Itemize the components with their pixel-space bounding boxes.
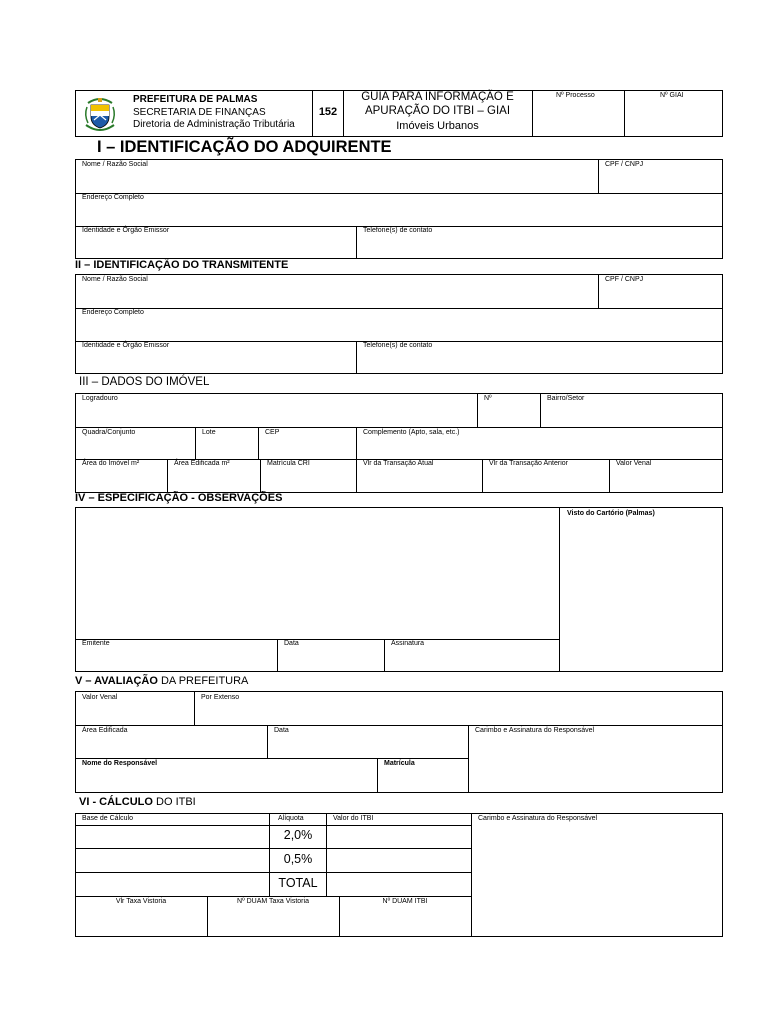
bairro-field[interactable] <box>541 404 722 426</box>
calc-carimbo-label: Carimbo e Assinatura do Responsável <box>478 815 598 822</box>
org-division: Diretoria de Administração Tributária <box>133 119 295 130</box>
matricula-cri-label: Matrícula CRI <box>267 460 310 467</box>
total-label: TOTAL <box>278 876 318 890</box>
quadra-label: Quadra/Conjunto <box>82 429 136 436</box>
observacoes-area[interactable] <box>76 508 558 638</box>
logradouro-label: Logradouro <box>82 395 118 402</box>
divider <box>75 758 468 759</box>
vlr-atual-label: Vlr da Transação Atual <box>363 460 434 467</box>
tra-nome-field[interactable] <box>76 285 597 307</box>
adq-cpf-field[interactable] <box>599 170 722 192</box>
section-2-title: II – IDENTIFICAÇÃO DO TRANSMITENTE <box>75 259 289 271</box>
valor-itbi-field-2[interactable] <box>327 849 470 871</box>
tra-endereco-field[interactable] <box>76 318 722 340</box>
valor-venal-field[interactable] <box>610 469 722 491</box>
valor-itbi-total-field[interactable] <box>327 873 470 895</box>
rate-2-percent: 2,0% <box>283 828 313 842</box>
area-edificada-label: Área Edificada m² <box>174 460 230 467</box>
numero-field[interactable] <box>478 404 539 426</box>
form-number: 152 <box>318 106 338 118</box>
duam-taxa-label: Nº DUAM Taxa Vistoria <box>237 898 309 905</box>
tra-cpf-label: CPF / CNPJ <box>605 276 644 283</box>
giai-label: Nº GIAI <box>660 92 684 99</box>
valor-itbi-label: Valor do ITBI <box>333 815 374 822</box>
cep-label: CEP <box>265 429 280 436</box>
section-6-title-bold: VI - CÁLCULO <box>79 796 153 808</box>
section-5-title <box>75 675 248 687</box>
visto-cartorio-label: Visto do Cartório (Palmas) <box>567 510 655 517</box>
area-edificada-field[interactable] <box>168 469 259 491</box>
vlr-anterior-field[interactable] <box>483 469 608 491</box>
matricula-field[interactable] <box>378 769 467 792</box>
tra-nome-label: Nome / Razão Social <box>82 276 148 283</box>
section-1-title: I – IDENTIFICAÇÃO DO ADQUIRENTE <box>97 138 392 156</box>
aval-area-edificada-field[interactable] <box>76 736 266 757</box>
adq-cpf-label: CPF / CNPJ <box>605 161 644 168</box>
calc-carimbo-area[interactable] <box>472 825 722 936</box>
divider <box>75 725 723 726</box>
adq-identidade-label: Identidade e Órgão Emissor <box>82 227 170 234</box>
aliquota-label: Alíquota <box>278 815 304 822</box>
section-3-title: III – DADOS DO IMÓVEL <box>79 376 210 388</box>
cep-field[interactable] <box>259 438 355 458</box>
section-6-title-rest: DO ITBI <box>156 796 196 808</box>
matricula-label: Matrícula <box>384 760 415 767</box>
duam-itbi-field[interactable] <box>340 908 470 936</box>
divider <box>75 427 723 428</box>
divider <box>75 193 723 194</box>
form-title-line2: APURAÇÃO DO ITBI – GIAI <box>364 105 511 117</box>
aval-area-edificada-label: Área Edificada <box>82 727 128 734</box>
por-extenso-field[interactable] <box>195 703 722 724</box>
adq-nome-label: Nome / Razão Social <box>82 161 148 168</box>
nome-responsavel-label: Nome do Responsável <box>82 760 158 767</box>
nome-responsavel-field[interactable] <box>76 769 376 792</box>
aval-data-label: Data <box>274 727 289 734</box>
vlr-anterior-label: Vlr da Transação Anterior <box>489 460 568 467</box>
divider <box>312 90 313 137</box>
data-field[interactable] <box>278 649 383 671</box>
emitente-label: Emitente <box>82 640 110 647</box>
aval-carimbo-area[interactable] <box>469 736 722 792</box>
base-calculo-field-1[interactable] <box>76 826 268 847</box>
complemento-field[interactable] <box>357 438 722 458</box>
adq-telefone-label: Telefone(s) de contato <box>363 227 433 234</box>
bairro-label: Bairro/Setor <box>547 395 585 402</box>
tra-endereco-label: Endereço Completo <box>82 309 144 316</box>
lote-label: Lote <box>202 429 216 436</box>
area-imovel-field[interactable] <box>76 469 166 491</box>
visto-cartorio-area[interactable] <box>560 520 722 671</box>
aval-data-field[interactable] <box>268 736 467 757</box>
rate-0-5-percent: 0,5% <box>283 852 313 866</box>
adq-identidade-field[interactable] <box>76 236 355 258</box>
por-extenso-label: Por Extenso <box>201 694 240 701</box>
area-imovel-label: Área do Imóvel m² <box>82 460 140 467</box>
divider <box>75 308 723 309</box>
processo-label: Nº Processo <box>556 92 595 99</box>
assinatura-field[interactable] <box>385 649 558 671</box>
tra-cpf-field[interactable] <box>599 285 722 307</box>
base-calculo-label: Base de Cálculo <box>82 815 133 822</box>
duam-itbi-label: Nº DUAM ITBI <box>382 898 428 905</box>
section-4-title: IV – ESPECIFICAÇÃO - OBSERVAÇÕES <box>75 492 283 504</box>
divider <box>75 896 471 897</box>
org-name: PREFEITURA DE PALMAS <box>133 94 258 105</box>
adq-nome-field[interactable] <box>76 170 597 192</box>
org-department: SECRETARIA DE FINANÇAS <box>133 107 266 118</box>
numero-label: Nº <box>484 395 492 402</box>
assinatura-label: Assinatura <box>391 640 425 647</box>
section-5-title-rest: DA PREFEITURA <box>160 675 249 687</box>
form-title-line1: GUIA PARA INFORMAÇÃO E <box>361 91 514 103</box>
tra-telefone-label: Telefone(s) de contato <box>363 342 433 349</box>
emitente-field[interactable] <box>76 649 276 671</box>
valor-venal-label: Valor Venal <box>616 460 652 467</box>
base-calculo-field-2[interactable] <box>76 849 268 871</box>
aval-carimbo-label: Carimbo e Assinatura do Responsável <box>475 727 595 734</box>
divider <box>532 90 533 137</box>
taxa-vistoria-field[interactable] <box>76 908 206 936</box>
section-6-title <box>79 796 196 808</box>
form-title-line3: Imóveis Urbanos <box>396 120 479 132</box>
lote-field[interactable] <box>196 438 257 458</box>
tra-telefone-field[interactable] <box>357 351 722 373</box>
logradouro-field[interactable] <box>76 404 476 426</box>
data-label: Data <box>284 640 299 647</box>
adq-telefone-field[interactable] <box>357 236 722 258</box>
matricula-cri-field[interactable] <box>261 469 355 491</box>
divider <box>75 639 559 640</box>
base-calculo-field-3[interactable] <box>76 873 268 895</box>
taxa-vistoria-label: Vlr Taxa Vistoria <box>115 898 167 905</box>
aval-valor-venal-field[interactable] <box>76 703 193 724</box>
adq-endereco-label: Endereço Completo <box>82 194 144 201</box>
aval-valor-venal-label: Valor Venal <box>82 694 118 701</box>
coat-of-arms-icon <box>82 95 118 133</box>
complemento-label: Complemento (Apto, sala, etc.) <box>363 429 460 436</box>
quadra-field[interactable] <box>76 438 194 458</box>
tra-identidade-field[interactable] <box>76 351 355 373</box>
vlr-atual-field[interactable] <box>357 469 481 491</box>
duam-taxa-field[interactable] <box>208 908 338 936</box>
tra-identidade-label: Identidade e Órgão Emissor <box>82 342 170 349</box>
adq-endereco-field[interactable] <box>76 203 722 225</box>
valor-itbi-field-1[interactable] <box>327 826 470 847</box>
section-5-title-bold: V – AVALIAÇÃO <box>75 675 158 687</box>
divider <box>624 90 625 137</box>
